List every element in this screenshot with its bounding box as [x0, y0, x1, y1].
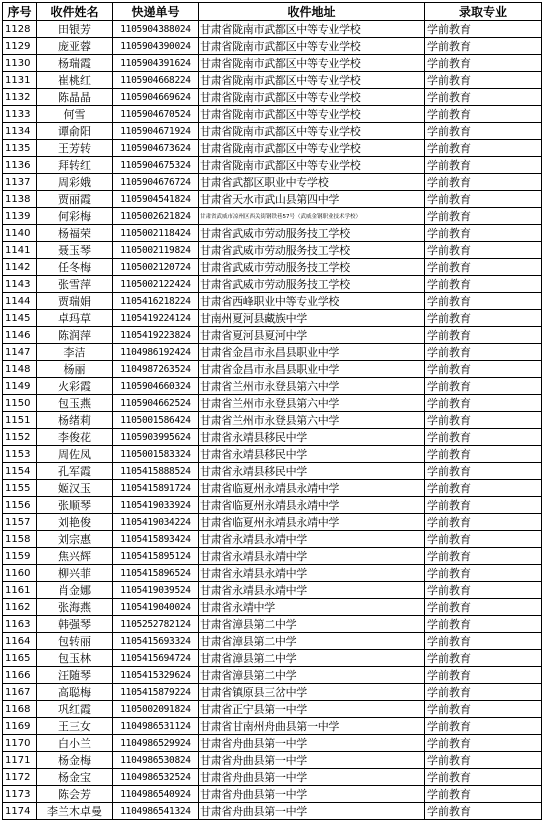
cell-tracking-number: 1105904541824: [113, 191, 199, 208]
cell-index: 1155: [3, 480, 37, 497]
cell-tracking-number: 1105415693324: [113, 633, 199, 650]
cell-address: 甘肃省陇南市武都区中等专业学校: [199, 106, 425, 123]
cell-recipient-name: 何雪: [37, 106, 113, 123]
cell-admitted-major: 学前教育: [425, 531, 542, 548]
cell-tracking-number: 1105904660324: [113, 378, 199, 395]
cell-tracking-number: 1105904668224: [113, 72, 199, 89]
cell-address: 甘肃省镇原县三岔中学: [199, 684, 425, 701]
cell-address: 甘肃省甘南州舟曲县第一中学: [199, 718, 425, 735]
roster-sheet: [2, 2, 542, 820]
table-body: [3, 21, 542, 820]
cell-tracking-number: 1104986530824: [113, 752, 199, 769]
cell-index: 1152: [3, 429, 37, 446]
cell-recipient-name: 拜转红: [37, 157, 113, 174]
cell-recipient-name: 何彩梅: [37, 208, 113, 225]
cell-tracking-number: 1105419039524: [113, 582, 199, 599]
table-row: [3, 497, 542, 514]
cell-address: 甘肃省永靖县移民中学: [199, 429, 425, 446]
cell-index: 1134: [3, 123, 37, 140]
cell-tracking-number: 1104986540924: [113, 786, 199, 803]
cell-admitted-major: 学前教育: [425, 769, 542, 786]
cell-index: 1141: [3, 242, 37, 259]
cell-address: 甘肃省兰州市永登县第六中学: [199, 378, 425, 395]
table-row: [3, 208, 542, 225]
cell-admitted-major: 学前教育: [425, 752, 542, 769]
table-row: [3, 293, 542, 310]
table-row: [3, 72, 542, 89]
cell-tracking-number: 1104986531124: [113, 718, 199, 735]
cell-address: 甘肃省永靖县移民中学: [199, 446, 425, 463]
cell-tracking-number: 1105416218224: [113, 293, 199, 310]
cell-tracking-number: 1105904662524: [113, 395, 199, 412]
table-row: [3, 361, 542, 378]
cell-recipient-name: 杨金宝: [37, 769, 113, 786]
cell-tracking-number: 1104986192424: [113, 344, 199, 361]
cell-index: 1161: [3, 582, 37, 599]
cell-recipient-name: 杨绪莉: [37, 412, 113, 429]
cell-address: 甘肃省永靖县移民中学: [199, 463, 425, 480]
table-row: [3, 259, 542, 276]
cell-admitted-major: 学前教育: [425, 429, 542, 446]
table-row: [3, 276, 542, 293]
cell-admitted-major: 学前教育: [425, 106, 542, 123]
table-row: [3, 106, 542, 123]
table-row: [3, 310, 542, 327]
cell-tracking-number: 1105904675324: [113, 157, 199, 174]
cell-address: 甘肃省陇南市武都区中等专业学校: [199, 72, 425, 89]
cell-address: 甘肃省永靖县永靖中学: [199, 531, 425, 548]
cell-admitted-major: 学前教育: [425, 803, 542, 820]
cell-address: 甘肃省正宁县第一中学: [199, 701, 425, 718]
header-address: 收件地址: [199, 3, 425, 21]
cell-tracking-number: 1105904390024: [113, 38, 199, 55]
cell-address: 甘肃省舟曲县第一中学: [199, 735, 425, 752]
header-index: 序号: [3, 3, 37, 21]
cell-admitted-major: 学前教育: [425, 701, 542, 718]
cell-tracking-number: 1104987263524: [113, 361, 199, 378]
cell-recipient-name: 包玉燕: [37, 395, 113, 412]
cell-admitted-major: 学前教育: [425, 293, 542, 310]
cell-index: 1129: [3, 38, 37, 55]
cell-index: 1139: [3, 208, 37, 225]
cell-index: 1172: [3, 769, 37, 786]
cell-address: 甘肃省武威市劳动服务技工学校: [199, 225, 425, 242]
cell-index: 1173: [3, 786, 37, 803]
table-row: [3, 140, 542, 157]
cell-index: 1174: [3, 803, 37, 820]
cell-recipient-name: 焦兴辉: [37, 548, 113, 565]
cell-index: 1146: [3, 327, 37, 344]
cell-index: 1158: [3, 531, 37, 548]
cell-address: 甘肃省舟曲县第一中学: [199, 769, 425, 786]
table-row: [3, 514, 542, 531]
cell-tracking-number: 1105419040024: [113, 599, 199, 616]
table-row: [3, 344, 542, 361]
cell-recipient-name: 姬汉玉: [37, 480, 113, 497]
cell-index: 1166: [3, 667, 37, 684]
cell-recipient-name: 张海燕: [37, 599, 113, 616]
cell-admitted-major: 学前教育: [425, 650, 542, 667]
cell-admitted-major: 学前教育: [425, 259, 542, 276]
cell-recipient-name: 聂玉琴: [37, 242, 113, 259]
cell-index: 1168: [3, 701, 37, 718]
cell-index: 1169: [3, 718, 37, 735]
table-row: [3, 531, 542, 548]
cell-tracking-number: 1104986529924: [113, 735, 199, 752]
cell-address: 甘肃省漳县第二中学: [199, 667, 425, 684]
cell-tracking-number: 1105903995624: [113, 429, 199, 446]
header-row: [3, 3, 542, 21]
cell-tracking-number: 1105002120724: [113, 259, 199, 276]
cell-address: 甘肃省陇南市武都区中等专业学校: [199, 38, 425, 55]
table-row: [3, 225, 542, 242]
cell-tracking-number: 1105904676724: [113, 174, 199, 191]
table-row: [3, 633, 542, 650]
table-row: [3, 803, 542, 820]
table-row: [3, 395, 542, 412]
cell-tracking-number: 1105252782124: [113, 616, 199, 633]
cell-admitted-major: 学前教育: [425, 446, 542, 463]
cell-admitted-major: 学前教育: [425, 89, 542, 106]
cell-index: 1156: [3, 497, 37, 514]
cell-tracking-number: 1105419034224: [113, 514, 199, 531]
cell-admitted-major: 学前教育: [425, 480, 542, 497]
cell-recipient-name: 杨丽: [37, 361, 113, 378]
cell-recipient-name: 张顺琴: [37, 497, 113, 514]
cell-tracking-number: 1105904670524: [113, 106, 199, 123]
cell-recipient-name: 杨福荣: [37, 225, 113, 242]
cell-tracking-number: 1105415329624: [113, 667, 199, 684]
cell-address: 甘肃省舟曲县第一中学: [199, 786, 425, 803]
cell-tracking-number: 1105415694724: [113, 650, 199, 667]
cell-tracking-number: 1105001583324: [113, 446, 199, 463]
cell-address: 甘肃省兰州市永登县第六中学: [199, 395, 425, 412]
cell-recipient-name: 李兰木卓曼: [37, 803, 113, 820]
cell-admitted-major: 学前教育: [425, 327, 542, 344]
table-row: [3, 650, 542, 667]
cell-admitted-major: 学前教育: [425, 514, 542, 531]
table-row: [3, 38, 542, 55]
cell-tracking-number: 1105002091824: [113, 701, 199, 718]
cell-tracking-number: 1105904671924: [113, 123, 199, 140]
cell-tracking-number: 1105904391624: [113, 55, 199, 72]
table-row: [3, 701, 542, 718]
cell-index: 1164: [3, 633, 37, 650]
cell-tracking-number: 1105002118424: [113, 225, 199, 242]
cell-recipient-name: 包玉林: [37, 650, 113, 667]
table-row: [3, 446, 542, 463]
cell-address: 甘肃省漳县第二中学: [199, 633, 425, 650]
cell-admitted-major: 学前教育: [425, 276, 542, 293]
cell-tracking-number: 1105415893424: [113, 531, 199, 548]
cell-address: 甘肃省漳县第二中学: [199, 650, 425, 667]
cell-recipient-name: 崔桃红: [37, 72, 113, 89]
cell-admitted-major: 学前教育: [425, 463, 542, 480]
cell-recipient-name: 庞亚蓉: [37, 38, 113, 55]
header-name: 收件姓名: [37, 3, 113, 21]
cell-tracking-number: 1105419224124: [113, 310, 199, 327]
table-row: [3, 565, 542, 582]
table-row: [3, 480, 542, 497]
table-row: [3, 378, 542, 395]
cell-index: 1140: [3, 225, 37, 242]
cell-address: 甘肃省永靖中学: [199, 599, 425, 616]
table-row: [3, 55, 542, 72]
cell-index: 1162: [3, 599, 37, 616]
cell-index: 1153: [3, 446, 37, 463]
cell-recipient-name: 陈会芳: [37, 786, 113, 803]
cell-recipient-name: 汪随琴: [37, 667, 113, 684]
cell-address: 甘肃省武都区职业中专学校: [199, 174, 425, 191]
cell-recipient-name: 周佐凤: [37, 446, 113, 463]
cell-recipient-name: 白小兰: [37, 735, 113, 752]
cell-admitted-major: 学前教育: [425, 497, 542, 514]
cell-recipient-name: 肖金娜: [37, 582, 113, 599]
table-row: [3, 599, 542, 616]
cell-address: 甘肃省金昌市永昌县职业中学: [199, 361, 425, 378]
table-row: [3, 412, 542, 429]
table-row: [3, 684, 542, 701]
cell-address: 甘肃省临夏州永靖县永靖中学: [199, 514, 425, 531]
cell-address: 甘肃省武威市劳动服务技工学校: [199, 242, 425, 259]
cell-admitted-major: 学前教育: [425, 786, 542, 803]
cell-address: 甘肃省陇南市武都区中等专业学校: [199, 123, 425, 140]
cell-recipient-name: 刘艳俊: [37, 514, 113, 531]
cell-admitted-major: 学前教育: [425, 38, 542, 55]
cell-tracking-number: 1105415895124: [113, 548, 199, 565]
cell-admitted-major: 学前教育: [425, 565, 542, 582]
header-major: 录取专业: [425, 3, 542, 21]
cell-recipient-name: 杨金梅: [37, 752, 113, 769]
cell-tracking-number: 1105415896524: [113, 565, 199, 582]
cell-index: 1137: [3, 174, 37, 191]
cell-index: 1154: [3, 463, 37, 480]
table-row: [3, 157, 542, 174]
table-row: [3, 667, 542, 684]
cell-recipient-name: 高聪梅: [37, 684, 113, 701]
cell-admitted-major: 学前教育: [425, 548, 542, 565]
cell-recipient-name: 火彩霞: [37, 378, 113, 395]
table-row: [3, 582, 542, 599]
cell-address: 甘肃省兰州市永登县第六中学: [199, 412, 425, 429]
table-row: [3, 89, 542, 106]
cell-tracking-number: 1105904669624: [113, 89, 199, 106]
cell-address: 甘肃省永靖县永靖中学: [199, 548, 425, 565]
cell-recipient-name: 谭俞阳: [37, 123, 113, 140]
cell-index: 1133: [3, 106, 37, 123]
cell-address: 甘肃省陇南市武都区中等专业学校: [199, 157, 425, 174]
cell-recipient-name: 孔军霞: [37, 463, 113, 480]
shipment-table: [2, 2, 542, 820]
table-row: [3, 242, 542, 259]
header-tracking: 快递单号: [113, 3, 199, 21]
cell-recipient-name: 包转丽: [37, 633, 113, 650]
cell-index: 1136: [3, 157, 37, 174]
table-row: [3, 548, 542, 565]
cell-address: 甘肃省陇南市武都区中等专业学校: [199, 89, 425, 106]
table-row: [3, 769, 542, 786]
cell-recipient-name: 陈晶晶: [37, 89, 113, 106]
cell-admitted-major: 学前教育: [425, 72, 542, 89]
cell-recipient-name: 杨瑞霞: [37, 55, 113, 72]
cell-admitted-major: 学前教育: [425, 225, 542, 242]
cell-tracking-number: 1104986532524: [113, 769, 199, 786]
cell-index: 1148: [3, 361, 37, 378]
cell-address: 甘肃省金昌市永昌县职业中学: [199, 344, 425, 361]
cell-index: 1143: [3, 276, 37, 293]
table-row: [3, 123, 542, 140]
cell-tracking-number: 1105415888524: [113, 463, 199, 480]
cell-recipient-name: 巩红霞: [37, 701, 113, 718]
cell-admitted-major: 学前教育: [425, 344, 542, 361]
cell-tracking-number: 1105419223824: [113, 327, 199, 344]
cell-recipient-name: 周彩娥: [37, 174, 113, 191]
cell-admitted-major: 学前教育: [425, 616, 542, 633]
cell-index: 1150: [3, 395, 37, 412]
table-row: [3, 786, 542, 803]
cell-tracking-number: 1105415891724: [113, 480, 199, 497]
cell-recipient-name: 柳兴菲: [37, 565, 113, 582]
cell-address: 甘肃省漳县第二中学: [199, 616, 425, 633]
cell-tracking-number: 1105001586424: [113, 412, 199, 429]
cell-recipient-name: 贾瑞娟: [37, 293, 113, 310]
table-row: [3, 174, 542, 191]
cell-admitted-major: 学前教育: [425, 378, 542, 395]
cell-tracking-number: 1105002119824: [113, 242, 199, 259]
table-row: [3, 718, 542, 735]
table-row: [3, 752, 542, 769]
cell-index: 1128: [3, 21, 37, 38]
cell-admitted-major: 学前教育: [425, 395, 542, 412]
cell-recipient-name: 韩强琴: [37, 616, 113, 633]
cell-index: 1167: [3, 684, 37, 701]
table-row: [3, 616, 542, 633]
cell-recipient-name: 李俊花: [37, 429, 113, 446]
cell-address: 甘肃省永靖县永靖中学: [199, 582, 425, 599]
cell-recipient-name: 张雪萍: [37, 276, 113, 293]
cell-recipient-name: 王三女: [37, 718, 113, 735]
cell-tracking-number: 1105002122424: [113, 276, 199, 293]
cell-index: 1135: [3, 140, 37, 157]
cell-recipient-name: 刘宗惠: [37, 531, 113, 548]
cell-admitted-major: 学前教育: [425, 174, 542, 191]
table-row: [3, 429, 542, 446]
cell-admitted-major: 学前教育: [425, 242, 542, 259]
cell-tracking-number: 1105002621824: [113, 208, 199, 225]
cell-tracking-number: 1104986541324: [113, 803, 199, 820]
cell-admitted-major: 学前教育: [425, 684, 542, 701]
cell-recipient-name: 卓玛草: [37, 310, 113, 327]
cell-recipient-name: 王芳转: [37, 140, 113, 157]
cell-index: 1159: [3, 548, 37, 565]
cell-index: 1142: [3, 259, 37, 276]
cell-admitted-major: 学前教育: [425, 718, 542, 735]
cell-admitted-major: 学前教育: [425, 140, 542, 157]
cell-index: 1138: [3, 191, 37, 208]
table-row: [3, 327, 542, 344]
cell-index: 1151: [3, 412, 37, 429]
cell-index: 1132: [3, 89, 37, 106]
cell-address: 甘肃省陇南市武都区中等专业学校: [199, 140, 425, 157]
cell-index: 1163: [3, 616, 37, 633]
cell-address: 甘肃省西峰职业中等专业学校: [199, 293, 425, 310]
cell-address: 甘肃省舟曲县第一中学: [199, 803, 425, 820]
cell-address: 甘肃省陇南市武都区中等专业学校: [199, 21, 425, 38]
table-row: [3, 463, 542, 480]
cell-tracking-number: 1105415879224: [113, 684, 199, 701]
cell-admitted-major: 学前教育: [425, 208, 542, 225]
cell-admitted-major: 学前教育: [425, 667, 542, 684]
table-row: [3, 191, 542, 208]
cell-address: 甘肃省舟曲县第一中学: [199, 752, 425, 769]
cell-index: 1149: [3, 378, 37, 395]
cell-index: 1144: [3, 293, 37, 310]
cell-admitted-major: 学前教育: [425, 412, 542, 429]
cell-index: 1171: [3, 752, 37, 769]
cell-address: 甘肃省夏河县夏河中学: [199, 327, 425, 344]
cell-admitted-major: 学前教育: [425, 157, 542, 174]
cell-tracking-number: 1105904388024: [113, 21, 199, 38]
cell-address: 甘肃省永靖县永靖中学: [199, 565, 425, 582]
cell-tracking-number: 1105904673624: [113, 140, 199, 157]
cell-admitted-major: 学前教育: [425, 633, 542, 650]
cell-recipient-name: 任冬梅: [37, 259, 113, 276]
cell-recipient-name: 陈润萍: [37, 327, 113, 344]
cell-address: 甘南州夏河县藏族中学: [199, 310, 425, 327]
cell-admitted-major: 学前教育: [425, 191, 542, 208]
cell-index: 1147: [3, 344, 37, 361]
cell-admitted-major: 学前教育: [425, 21, 542, 38]
cell-address: 甘肃省武威市劳动服务技工学校: [199, 276, 425, 293]
cell-admitted-major: 学前教育: [425, 123, 542, 140]
cell-tracking-number: 1105419033924: [113, 497, 199, 514]
cell-address: 甘肃省武威市凉州区西关街钢铁巷57号（武威金钢职业技术学校）: [199, 208, 425, 225]
cell-admitted-major: 学前教育: [425, 599, 542, 616]
cell-address: 甘肃省临夏州永靖县永靖中学: [199, 497, 425, 514]
cell-index: 1170: [3, 735, 37, 752]
cell-admitted-major: 学前教育: [425, 735, 542, 752]
cell-index: 1157: [3, 514, 37, 531]
table-row: [3, 21, 542, 38]
cell-admitted-major: 学前教育: [425, 55, 542, 72]
cell-address: 甘肃省武威市劳动服务技工学校: [199, 259, 425, 276]
cell-recipient-name: 贾丽霞: [37, 191, 113, 208]
cell-index: 1160: [3, 565, 37, 582]
cell-address: 甘肃省天水市武山县第四中学: [199, 191, 425, 208]
cell-address: 甘肃省陇南市武都区中等专业学校: [199, 55, 425, 72]
cell-recipient-name: 田银芳: [37, 21, 113, 38]
cell-address: 甘肃省临夏州永靖县永靖中学: [199, 480, 425, 497]
cell-admitted-major: 学前教育: [425, 361, 542, 378]
table-row: [3, 735, 542, 752]
cell-index: 1131: [3, 72, 37, 89]
cell-recipient-name: 李洁: [37, 344, 113, 361]
cell-admitted-major: 学前教育: [425, 310, 542, 327]
cell-index: 1145: [3, 310, 37, 327]
cell-index: 1165: [3, 650, 37, 667]
cell-admitted-major: 学前教育: [425, 582, 542, 599]
cell-index: 1130: [3, 55, 37, 72]
